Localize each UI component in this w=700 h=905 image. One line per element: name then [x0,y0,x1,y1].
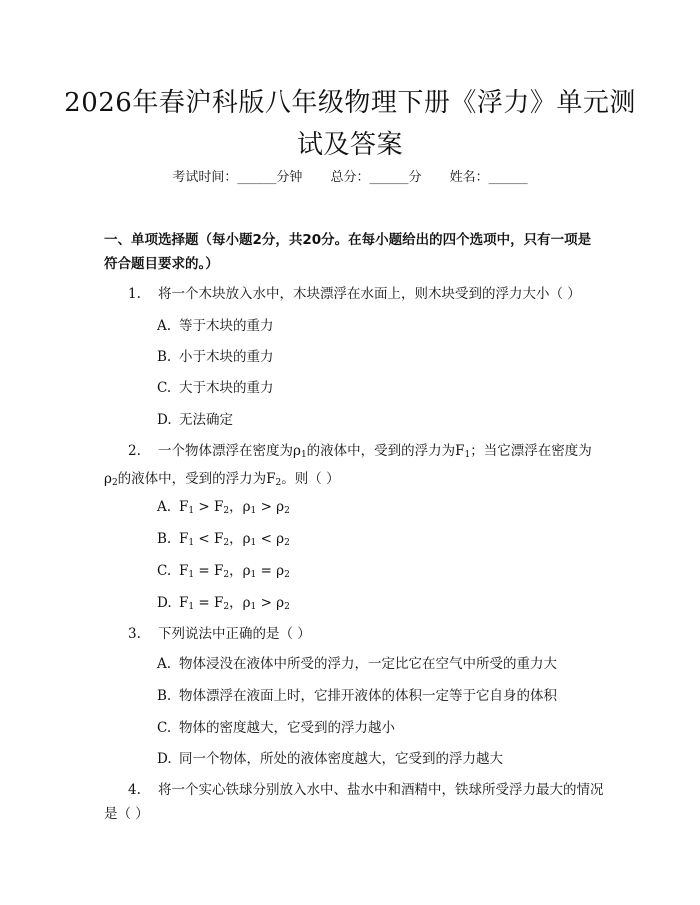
question-2-option-d [157,591,607,619]
question-2-option-a [157,495,607,523]
question-3 [128,622,608,646]
question-2 [104,439,604,495]
option-text: $F_1 > F_2$，$\rho_1 > \rho_2$ [179,499,290,516]
option-letter: B. [157,349,172,365]
option-letter: A. [157,499,172,515]
question-1-option-c [157,376,607,400]
question-2-option-c [157,559,607,587]
option-letter: A. [157,656,172,672]
question-1 [128,282,608,306]
option-letter: C. [157,563,172,579]
question-number: 4. [128,782,141,798]
question-3-option-a [157,652,607,676]
question-text: 一个物体漂浮在密度为$\rho_1$的液体中，受到的浮力为$F_1$；当它漂浮在密度为$\rho_2$的液体中，受到的浮力为$F_2$。则（ ） [104,443,592,488]
option-text: 大于木块的重力 [179,380,274,396]
question-number: 3. [128,626,141,642]
total-score-field: 总分：______分 [330,170,422,185]
option-letter: B. [157,531,172,547]
question-number: 2. [128,443,141,459]
option-text: 物体浸没在液体中所受的浮力，一定比它在空气中所受的重力大 [179,656,557,672]
page-title: 2026年春沪科版八年级物理下册《浮力》单元测试及答案 [64,88,636,160]
question-number: 1. [128,286,141,302]
option-letter: C. [157,720,172,736]
exam-meta [0,168,700,188]
student-name-field: 姓名：______ [449,170,528,185]
option-text: 物体的密度越大，它受到的浮力越小 [179,720,395,736]
question-3-option-c [157,716,607,740]
option-letter: A. [157,318,172,334]
question-2-option-b [157,527,607,555]
question-4 [104,778,604,826]
question-1-option-b [157,345,607,369]
exam-time-field: 考试时间：______分钟 [172,170,303,185]
option-letter: B. [157,688,172,704]
question-1-option-d [157,408,607,432]
option-letter: D. [157,595,172,611]
question-text: 将一个木块放入水中，木块漂浮在水面上，则木块受到的浮力大小（ ） [158,286,581,302]
option-text: 等于木块的重力 [179,318,274,334]
option-text: 无法确定 [179,412,233,428]
question-1-option-a [157,314,607,338]
question-3-option-d [157,747,607,771]
option-letter: C. [157,380,172,396]
question-3-option-b [157,684,607,708]
option-text: 物体漂浮在液面上时，它排开液体的体积一定等于它自身的体积 [179,688,557,704]
option-text: $F_1 = F_2$，$\rho_1 = \rho_2$ [179,563,290,580]
option-letter: D. [157,751,172,767]
question-text: 下列说法中正确的是（ ） [158,626,311,642]
option-letter: D. [157,412,172,428]
section-heading: 一、单项选择题（每小题2分，共20分。在每小题给出的四个选项中，只有一项是符合题目要求的。） [104,232,592,272]
option-text: 小于木块的重力 [179,349,274,365]
option-text: 同一个物体，所处的液体密度越大，它受到的浮力越大 [179,751,503,767]
option-text: $F_1 < F_2$，$\rho_1 < \rho_2$ [179,531,290,548]
question-text: 将一个实心铁球分别放入水中、盐水中和酒精中，铁球所受浮力最大的情况是（ ） [104,782,604,822]
option-text: $F_1 = F_2$，$\rho_1 > \rho_2$ [179,595,290,612]
